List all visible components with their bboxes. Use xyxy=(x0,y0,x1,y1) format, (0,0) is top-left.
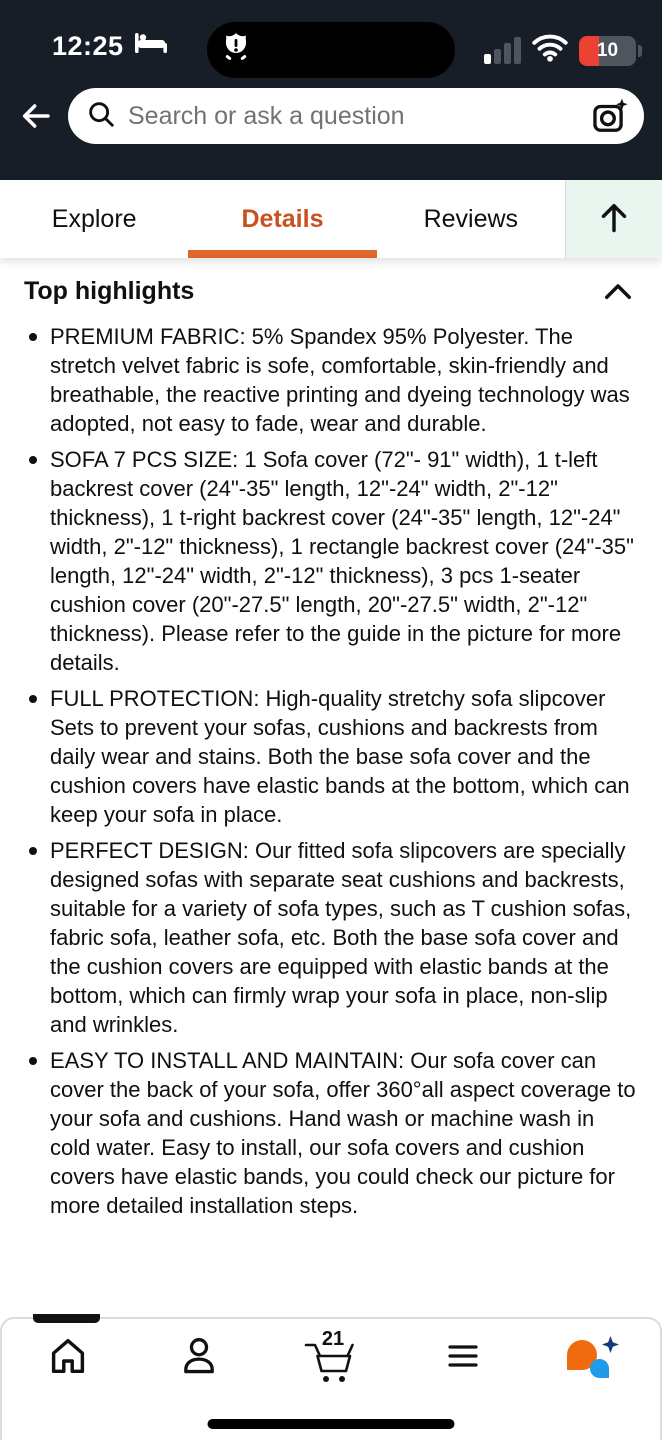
list-item: PERFECT DESIGN: Our fitted sofa slipcovers are specially designed sofas with separate seat cushions and backrests, suitable for a variety of sofa types, such as T cushion sofas, fabric sofa, leather sofa, etc. Both the base sofa cover and the cushion covers are equipped with elastic bands at the bottom, which can firmly wrap your sofa in place, non-slip and wrinkles. xyxy=(28,836,636,1039)
dynamic-island xyxy=(207,22,455,78)
nav-home-button[interactable] xyxy=(2,1327,134,1389)
content-peek-bar xyxy=(33,1314,100,1323)
dynamic-island-app-icon xyxy=(220,31,252,70)
search-icon xyxy=(86,99,116,134)
tab-details-label: Details xyxy=(241,204,324,233)
section-title: Top highlights xyxy=(24,276,195,305)
collapse-section-button[interactable] xyxy=(598,274,638,308)
battery-percent: 10 xyxy=(596,39,619,61)
rufus-ai-icon xyxy=(567,1333,621,1383)
nav-profile-button[interactable] xyxy=(134,1327,266,1389)
bottom-navigation xyxy=(0,1317,662,1440)
status-time-group xyxy=(52,30,169,63)
list-item: FULL PROTECTION: High-quality stretchy sofa slipcover Sets to prevent your sofas, cushions and backrests from daily wear and stains. Both the base sofa cover and the cushion covers have elastic bands at the bottom, which can keep your sofa in place. xyxy=(28,684,636,829)
clock-time: 12:25 xyxy=(52,31,124,61)
nav-cart-button[interactable] xyxy=(265,1327,397,1389)
details-content xyxy=(0,258,662,1220)
tab-reviews-label: Reviews xyxy=(423,204,519,233)
search-bar[interactable] xyxy=(68,88,644,144)
wifi-icon xyxy=(532,34,568,67)
hamburger-menu-icon xyxy=(442,1340,484,1377)
product-tab-bar xyxy=(0,180,662,258)
app-header xyxy=(0,0,662,180)
bed-sleep-mode-icon xyxy=(133,30,169,63)
arrow-up-icon xyxy=(596,199,632,240)
cart-count-badge: 21 xyxy=(321,1328,345,1350)
search-input[interactable] xyxy=(128,102,578,131)
profile-icon xyxy=(177,1333,221,1384)
battery-icon xyxy=(579,36,642,66)
list-item: PREMIUM FABRIC: 5% Spandex 95% Polyester. The stretch velvet fabric is sofe, comfortable, skin-friendly and breathable, the reactive printing and dyeing technology was adopted, not easy to fade, wear and durable. xyxy=(28,322,636,438)
search-header xyxy=(0,88,662,144)
back-button[interactable] xyxy=(10,90,62,142)
status-right-group xyxy=(484,34,642,67)
tab-explore-label: Explore xyxy=(51,204,137,233)
highlights-list xyxy=(0,322,662,1220)
cellular-signal-icon xyxy=(484,37,521,64)
camera-scan-icon[interactable] xyxy=(590,96,630,136)
list-item: EASY TO INSTALL AND MAINTAIN: Our sofa cover can cover the back of your sofa, offer 360°all aspect coverage to your sofa and cushions. Hand wash or machine wash in cold water. Easy to install, our sofa covers and cushion covers have elastic bands, you could check our picture for more detailed installation steps. xyxy=(28,1046,636,1220)
tab-details[interactable] xyxy=(188,180,376,258)
top-highlights-header xyxy=(0,258,662,314)
tab-reviews[interactable] xyxy=(377,180,565,258)
scroll-to-top-button[interactable] xyxy=(565,180,662,258)
home-icon xyxy=(44,1333,92,1384)
nav-menu-button[interactable] xyxy=(397,1327,529,1389)
list-item: SOFA 7 PCS SIZE: 1 Sofa cover (72"- 91" width), 1 t-left backrest cover (24"-35" length, 12"-24" width, 2"-12" thickness), 1 t-right backrest cover (24"-35" length, 12"-24" width, 2"-12" thickness), 1 rectangle backrest cover (24"-35" length, 12"-24" width, 2"-12" thickness), 3 pcs 1-seater cushion cover (20"-27.5" length, 20"-27.5" width, 2"-12" thickness). Please refer to the guide in the picture for more details. xyxy=(28,445,636,677)
tab-explore[interactable] xyxy=(0,180,188,258)
nav-rufus-button[interactable] xyxy=(528,1327,660,1389)
home-indicator xyxy=(208,1419,455,1429)
status-bar xyxy=(0,0,662,88)
cart-icon xyxy=(302,1328,360,1385)
